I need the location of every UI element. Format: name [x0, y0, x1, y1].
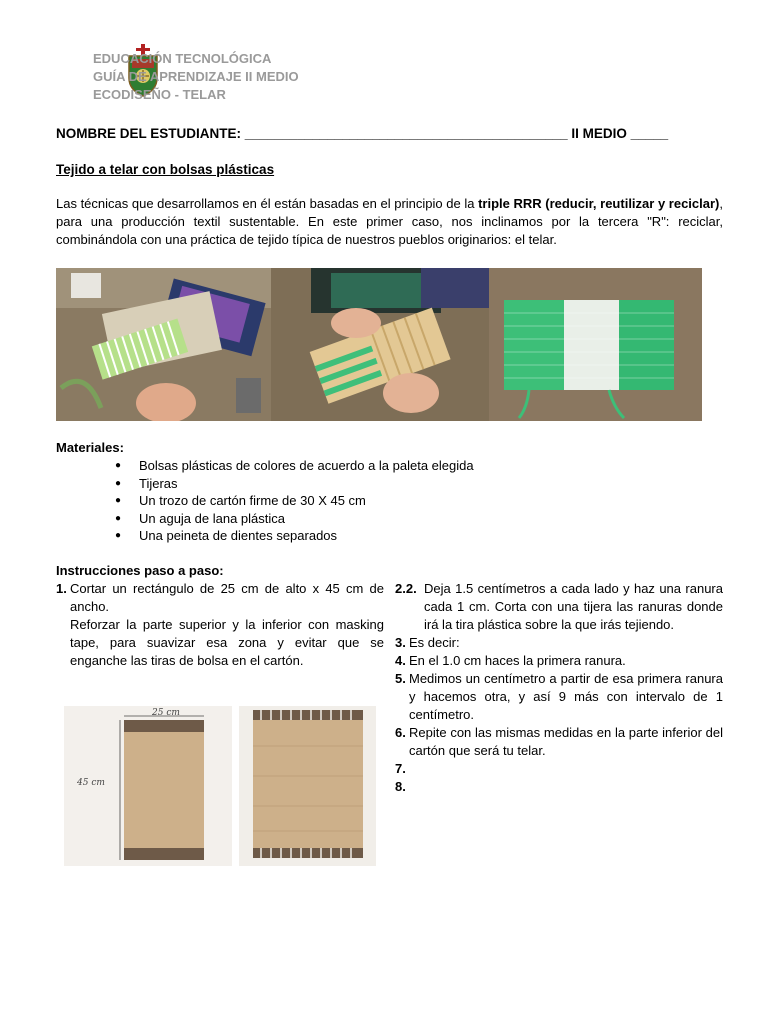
step-number: 4. [395, 653, 406, 668]
step-8 [395, 778, 723, 796]
step-number: 8. [395, 779, 406, 794]
photo-loom-start [56, 268, 271, 421]
step-text [409, 778, 723, 796]
step-number: 1. [56, 581, 67, 596]
step-1 [56, 580, 384, 670]
list-item: ● Una peineta de dientes separados [96, 527, 474, 545]
intro-bold: triple RRR (reducir, reutilizar y reciclar) [478, 196, 720, 211]
step-2 [395, 580, 723, 634]
list-item: ● Tijeras [96, 475, 474, 493]
step-number: 2.2. [395, 581, 417, 596]
step-number: 7. [395, 761, 406, 776]
step-number: 5. [395, 671, 406, 686]
step-5 [395, 670, 723, 724]
photo-cardboard-slotted [239, 706, 376, 866]
instructions-left-column [56, 580, 384, 670]
step-6 [395, 724, 723, 760]
step-text [409, 760, 723, 778]
step-3 [395, 634, 723, 652]
step-text: Repite con las mismas medidas en la parte inferior del cartón que será tu telar. [409, 725, 723, 758]
materials-heading: Materiales: [56, 440, 124, 455]
label-width: 25 cm [152, 708, 180, 718]
materials-list [96, 457, 474, 545]
instructions-heading: Instrucciones paso a paso: [56, 563, 224, 578]
step-text: En el 1.0 cm haces la primera ranura. [409, 653, 626, 668]
list-item: ● Un trozo de cartón firme de 30 X 45 cm [96, 492, 474, 510]
photo-finished-weave [489, 268, 702, 421]
step-text: Reforzar la parte superior y la inferior con masking tape, para suavizar esa zona y evitar que se enganche las tiras de bolsa en el cartón. [70, 617, 384, 668]
step-7 [395, 760, 723, 778]
step-text: Es decir: [409, 635, 460, 650]
photo-cardboard-measured [64, 706, 232, 866]
step-text: Deja 1.5 centímetros a cada lado y haz una ranura cada 1 cm. Corta con una tijera las ranuras donde irá la tira plástica sobre la que irás tejiendo. [424, 581, 723, 632]
step-text: Medimos un centímetro a partir de esa primera ranura y hacemos otra, y así 9 más con intervalo de 1 centímetro. [409, 671, 723, 722]
header-unit: ECODISEÑO - TELAR [93, 87, 226, 102]
header-subject: EDUCACIÓN TECNOLÓGICA [93, 51, 272, 66]
step-text: Cortar un rectángulo de 25 cm de alto x 45 cm de ancho. [70, 581, 384, 614]
document-header [93, 50, 299, 104]
step-4 [395, 652, 723, 670]
page-title: Tejido a telar con bolsas plásticas [56, 162, 275, 177]
intro-text-1: Las técnicas que desarrollamos en él están basadas en el principio de la [56, 196, 479, 211]
instructions-right-column [395, 580, 723, 796]
student-name-line: NOMBRE DEL ESTUDIANTE: ___________________________________________ II MEDIO _____ [56, 126, 669, 141]
header-guide: GUÍA DE APRENDIZAJE II MEDIO [93, 69, 299, 84]
intro-text-2: , para una producción textil sustentable. En este primer caso, nos inclinamos por la tercera "R": reciclar, combinándola con una práctica de tejido típica de nuestros pueblos originarios: el telar. [56, 196, 723, 247]
label-height: 45 cm [77, 778, 105, 788]
photo-loom-weaving [271, 268, 489, 421]
intro-paragraph [56, 195, 723, 249]
list-item: ● Un aguja de lana plástica [96, 510, 474, 528]
step-number: 6. [395, 725, 406, 740]
list-item: ● Bolsas plásticas de colores de acuerdo a la paleta elegida [96, 457, 474, 475]
step-number: 3. [395, 635, 406, 650]
